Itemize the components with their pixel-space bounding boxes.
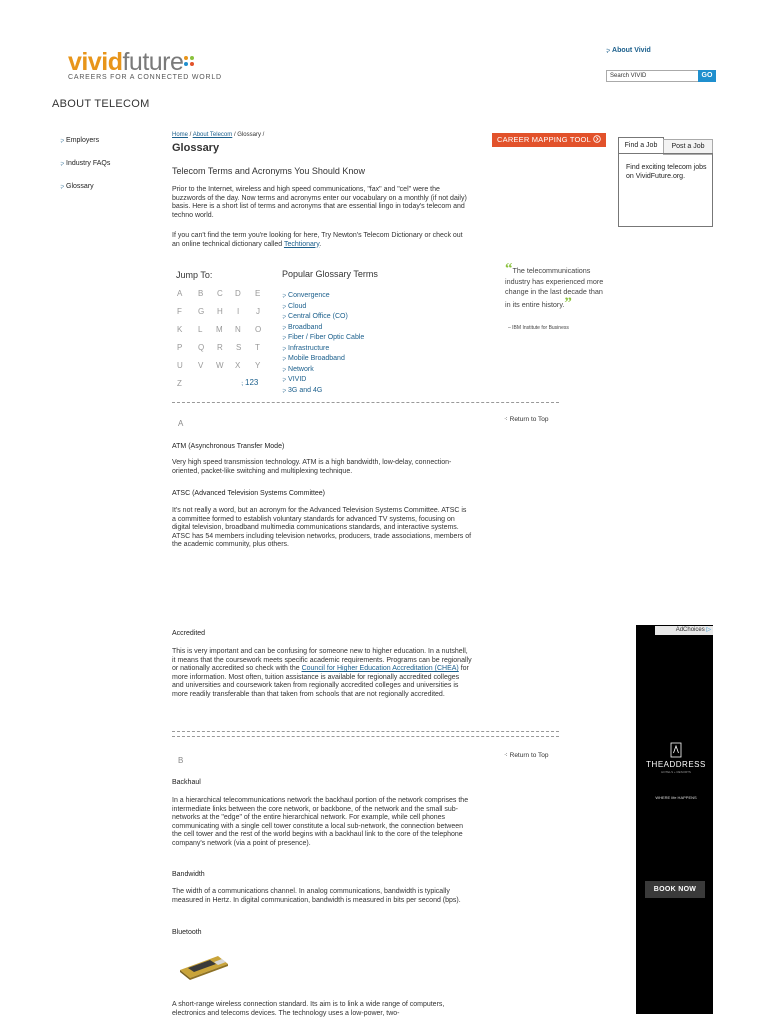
section-divider bbox=[172, 736, 559, 737]
industry-quote: “The telecommunications industry has experienced more change in the last decade than in its entire history.” bbox=[505, 261, 604, 311]
arrow-icon: ⁏› bbox=[606, 48, 611, 54]
arrow-icon: ⁏› bbox=[60, 161, 65, 167]
page-subtitle: Telecom Terms and Acronyms You Should Know bbox=[172, 166, 365, 176]
jump-letter-x[interactable]: X bbox=[235, 361, 241, 370]
breadcrumb: Home / About Telecom / Glossary / bbox=[172, 132, 265, 138]
jump-numeric-link[interactable]: ⁏ 123 bbox=[241, 378, 259, 387]
return-to-top-link[interactable]: ⁖ Return to Top bbox=[504, 752, 549, 759]
jump-letter-c[interactable]: C bbox=[217, 289, 223, 298]
tab-find-a-job[interactable]: Find a Job bbox=[618, 137, 664, 154]
arrow-icon: ⁏› bbox=[282, 303, 287, 310]
arrow-circle-icon bbox=[593, 135, 601, 144]
page-title: Glossary bbox=[172, 142, 220, 154]
job-panel-text[interactable]: Find exciting telecom jobs on VividFuture.org. bbox=[626, 164, 707, 180]
advertisement[interactable] bbox=[636, 625, 713, 1014]
ad-tagline: WHERE life HAPPENS bbox=[655, 795, 697, 800]
term-definition: The width of a communications channel. In analog communications, bandwidth is typically measured in Hertz. In digital communication, bandwidth is measured in bits per second (bps). bbox=[172, 888, 461, 904]
term-definition: In a hierarchical telecommunications network the backhaul portion of the network comprises the intermediate links between the core network, or backbone, of the network and the small sub-networks at the "edge" of the entire hierarchical network. For example, while cell phones communicating with a single cell tower constitute a local sub-network, the connection between the cell tower and the rest of the world begins with a backhaul link to the core of the telephone company's network (via a point of presence). bbox=[172, 797, 469, 847]
section-title: ABOUT TELECOM bbox=[52, 98, 150, 110]
quote-source: – IBM Institute for Business bbox=[508, 325, 569, 331]
jump-letter-v[interactable]: V bbox=[198, 361, 204, 370]
cant-find-paragraph: If you can't find the term you're looking for here, Try Newton's Telecom Dictionary or check out an online technical dictionary called Techtionary. bbox=[172, 232, 463, 248]
jump-letter-a[interactable]: A bbox=[177, 289, 183, 298]
jump-to-title: Jump To: bbox=[176, 270, 213, 280]
term-atm: ATM (Asynchronous Transfer Mode) bbox=[172, 443, 285, 450]
logo-word-future: future bbox=[122, 48, 184, 76]
term-definition: A short-range wireless connection standard. Its aim is to link a wide range of computers, electronics and telecoms devices. The technology uses a low-power, two- bbox=[172, 1001, 445, 1017]
open-quote-icon: “ bbox=[505, 261, 513, 277]
term-definition: This is very important and can be confusing for someone new to higher education. In a nutshell, it means that the coursework meets specific academic requirements. Programs can be regionally or nationally accredited so check with the Council for Higher Education Accreditation (CHEA) for more information. Most often, tuition assistance is available for regionally accredited colleges and universities and coursework taken from regionally accredited colleges and universities is more readily transferable than that taken from schools that are not regionally accredited. bbox=[172, 648, 472, 698]
logo-word-vivid: vivid bbox=[68, 48, 123, 76]
logo-tagline: CAREERS FOR A CONNECTED WORLD bbox=[68, 74, 222, 81]
sidebar-item-employers[interactable]: ⁏› Employers bbox=[60, 137, 100, 144]
arrow-icon: ⁏› bbox=[60, 138, 65, 144]
jump-letter-f[interactable]: F bbox=[177, 307, 182, 316]
adchoices-badge[interactable]: AdChoices ▷ bbox=[655, 626, 713, 635]
bluetooth-module-image bbox=[178, 952, 230, 982]
jump-letter-h[interactable]: H bbox=[217, 307, 223, 316]
about-vivid-link[interactable]: ⁏› About Vivid bbox=[606, 47, 651, 54]
arrow-icon: ⁏› bbox=[282, 314, 287, 320]
tab-post-a-job[interactable]: Post a Job bbox=[663, 139, 713, 155]
popular-term-link[interactable]: ⁏› Mobile Broadband bbox=[282, 355, 345, 362]
popular-terms-list bbox=[282, 291, 364, 396]
logo-dots-icon bbox=[183, 54, 197, 68]
arrow-icon: ⁏› bbox=[282, 366, 287, 373]
sidebar-item-industry-faqs[interactable]: ⁏› Industry FAQs bbox=[60, 160, 111, 167]
breadcrumb-home[interactable]: Home bbox=[172, 132, 189, 138]
return-to-top-link[interactable]: ⁖ Return to Top bbox=[504, 416, 549, 423]
popular-term-link[interactable]: ⁏› Fiber / Fiber Optic Cable bbox=[282, 334, 365, 341]
jump-letter-t[interactable]: T bbox=[255, 343, 260, 352]
breadcrumb-about-telecom[interactable]: About Telecom bbox=[192, 132, 233, 138]
jump-letter-k[interactable]: K bbox=[177, 325, 183, 334]
sidebar-nav bbox=[60, 137, 110, 206]
jump-letter-w[interactable]: W bbox=[216, 361, 224, 370]
jump-letter-m[interactable]: M bbox=[216, 325, 223, 334]
popular-term-link[interactable]: ⁏› Broadband bbox=[282, 323, 323, 331]
arrow-icon: ⁏ bbox=[241, 381, 244, 387]
popular-term-link[interactable]: ⁏› Convergence bbox=[282, 292, 330, 299]
jump-letter-s[interactable]: S bbox=[236, 343, 242, 352]
jump-letter-o[interactable]: O bbox=[255, 325, 262, 334]
arrow-icon: ⁏› bbox=[282, 377, 287, 383]
adchoices-icon: ▷ bbox=[706, 627, 711, 633]
popular-term-link[interactable]: ⁏› 3G and 4G bbox=[282, 386, 323, 394]
popular-terms-title: Popular Glossary Terms bbox=[282, 269, 378, 279]
vividfuture-logo[interactable] bbox=[68, 48, 222, 81]
jump-letter-g[interactable]: G bbox=[198, 307, 205, 316]
jump-letter-q[interactable]: Q bbox=[198, 343, 205, 352]
jump-letter-z[interactable]: Z bbox=[177, 379, 182, 388]
popular-term-link[interactable]: ⁏› Infrastructure bbox=[282, 344, 330, 352]
jump-letter-r[interactable]: R bbox=[217, 343, 223, 352]
arrow-icon: ⁏› bbox=[282, 335, 287, 341]
term-definition: Very high speed transmission technology. ATM is a high bandwidth, low-delay, connection-oriented, packet-like switching and multiplexing technique. bbox=[172, 459, 452, 475]
term-accredited: Accredited bbox=[172, 630, 206, 637]
arrow-up-icon: ⁖ bbox=[504, 752, 510, 759]
jump-letter-b[interactable]: B bbox=[198, 289, 204, 298]
arrow-icon: ⁏› bbox=[282, 324, 287, 331]
jump-letter-p[interactable]: P bbox=[177, 343, 183, 352]
sidebar-item-glossary[interactable]: ⁏› Glossary bbox=[60, 183, 94, 190]
techtionary-link[interactable]: Techtionary bbox=[283, 240, 320, 248]
term-backhaul: Backhaul bbox=[172, 779, 201, 786]
popular-term-link[interactable]: ⁏› Network bbox=[282, 365, 314, 373]
popular-term-link[interactable]: ⁏› Central Office (CO) bbox=[282, 313, 348, 320]
the-address-logo-icon bbox=[664, 742, 688, 758]
jump-letter-l[interactable]: L bbox=[198, 325, 203, 334]
jump-letter-j[interactable]: J bbox=[256, 307, 260, 316]
section-letter-b: B bbox=[178, 756, 184, 765]
jump-letter-n[interactable]: N bbox=[235, 325, 241, 334]
term-atsc: ATSC (Advanced Television Systems Committee) bbox=[172, 490, 326, 497]
popular-term-link[interactable]: ⁏› VIVID bbox=[282, 376, 307, 383]
arrow-icon: ⁏› bbox=[282, 293, 287, 299]
term-definition: It's not really a word, but an acronym for the Advanced Television Systems Committee. ATSC is a committee formed to establish voluntary standards for advanced TV systems, focusing on digital television, broadband multimedia communications standards, and interactive systems. ATSC has 54 members including television networks, producers, trade associations, members of the academic community, plus others. bbox=[172, 507, 472, 548]
section-divider bbox=[172, 731, 559, 732]
jump-letter-i[interactable]: I bbox=[237, 307, 240, 316]
arrow-icon: ⁏› bbox=[282, 345, 287, 352]
popular-term-link[interactable]: ⁏› Cloud bbox=[282, 302, 307, 310]
ad-brand-sub: HOTELS + RESORTS bbox=[661, 770, 691, 774]
go-button[interactable]: GO bbox=[698, 70, 716, 82]
term-bluetooth: Bluetooth bbox=[172, 929, 202, 936]
search-input[interactable]: Search VIVID bbox=[606, 70, 700, 82]
close-quote-icon: ” bbox=[564, 294, 572, 311]
arrow-icon: ⁏› bbox=[60, 184, 65, 190]
arrow-icon: ⁏› bbox=[282, 356, 287, 362]
jump-letter-y[interactable]: Y bbox=[255, 361, 261, 370]
arrow-up-icon: ⁖ bbox=[504, 416, 510, 423]
section-letter-a: A bbox=[178, 419, 184, 428]
section-divider bbox=[172, 402, 559, 403]
term-bandwidth: Bandwidth bbox=[172, 871, 205, 878]
arrow-icon: ⁏› bbox=[282, 387, 287, 394]
book-now-button[interactable]: BOOK NOW bbox=[645, 881, 705, 898]
career-mapping-tool-button[interactable]: CAREER MAPPING TOOL bbox=[492, 133, 606, 147]
jump-letter-u[interactable]: U bbox=[177, 361, 183, 370]
intro-paragraph: Prior to the Internet, wireless and high speed communications, "fax" and "cel" were the buzzwords of the day. Now terms and acronyms enter our vocabulary on a monthly (if not daily) basis. Here is a short list of terms and acronyms that are essential lingo in today's telecom and techno world. bbox=[172, 186, 467, 219]
chea-link[interactable]: Council for Higher Education Accreditation (CHEA) bbox=[301, 665, 459, 672]
jump-letter-e[interactable]: E bbox=[255, 289, 261, 298]
jump-letter-d[interactable]: D bbox=[235, 289, 241, 298]
ad-brand-name: THEADDRESS bbox=[646, 760, 706, 769]
